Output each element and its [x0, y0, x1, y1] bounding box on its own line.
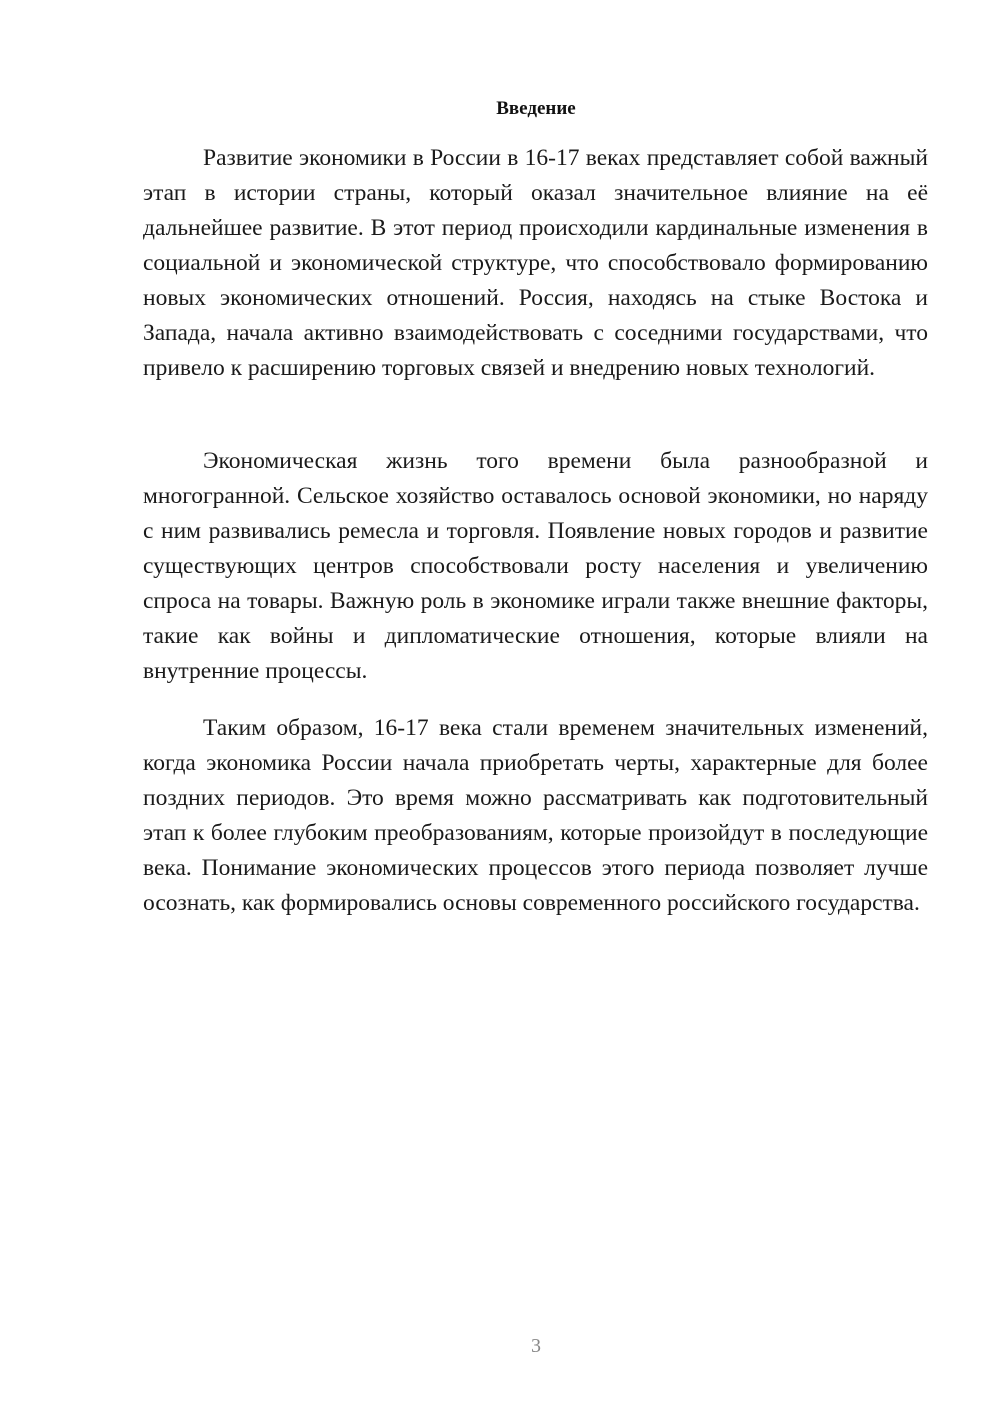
- section-heading: Введение: [496, 98, 576, 119]
- paragraph-3: Таким образом, 16-17 века стали временем значительных изменений, когда экономика России начала приобретать черты, характерные для более поздних периодов. Это время можно рассматривать как подготовительный этап к более глубоким преобразованиям, которые произойдут в последующие века. Понимание экономических процессов этого периода позволяет лучше осознать, как формировались основы современного российского государства.: [143, 715, 928, 916]
- paragraph-2: Экономическая жизнь того времени была разнообразной и многогранной. Сельское хозяйство оставалось основой экономики, но наряду с ним развивались ремесла и торговля. Появление новых городов и развитие существующих центров способствовали росту населения и увеличению спроса на товары. Важную роль в экономике играли также внешние факторы, такие как войны и дипломатические отношения, которые влияли на внутренние процессы.: [143, 448, 928, 684]
- paragraph-1: Развитие экономики в России в 16-17 веках представляет собой важный этап в истории страны, который оказал значительное влияние на её дальнейшее развитие. В этот период происходили кардинальные изменения в социальной и экономической структуре, что способствовало формированию новых экономических отношений. Россия, находясь на стыке Востока и Запада, начала активно взаимодействовать с соседними государствами, что привело к расширению торговых связей и внедрению новых технологий.: [143, 145, 928, 381]
- page-number: 3: [531, 1335, 541, 1357]
